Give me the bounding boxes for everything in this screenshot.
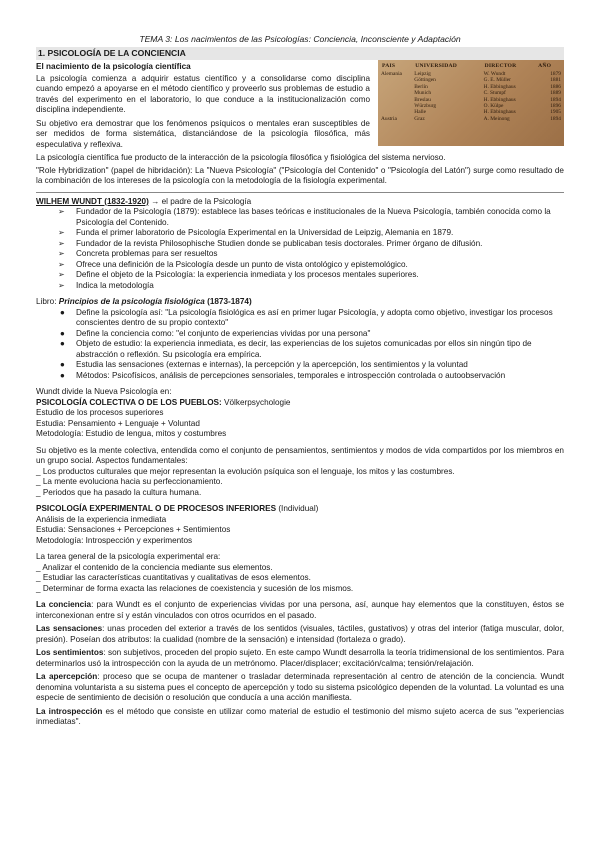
table-header: UNIVERSIDAD bbox=[415, 62, 457, 69]
colectiva-aspect: _ Los productos culturales que mejor representan la evolución psíquica son el lenguaje, los mitos y las costumbres. bbox=[36, 466, 455, 476]
list-item bbox=[36, 308, 564, 329]
libro-prefix: Libro: bbox=[36, 297, 59, 306]
list-item bbox=[36, 371, 564, 382]
intro-text bbox=[36, 74, 370, 154]
list-item-text: Indica la metodología bbox=[76, 280, 154, 290]
list-item-text: Fundador de la Psicología (1879): establece las bases teóricas e institucionales de la Nueva Psicología, también conocida como la Psicología del Contenido. bbox=[76, 207, 551, 227]
experimental-heading: PSICOLOGÍA EXPERIMENTAL O DE PROCESOS INFERIORES bbox=[36, 504, 277, 513]
table-cell: H. Ebbinghaus bbox=[483, 96, 516, 103]
tarea-item: _ Analizar el contenido de la conciencia mediante sus elementos. bbox=[36, 562, 273, 572]
tarea-item: _ Determinar de forma exacta las relaciones de coexistencia y sucesión de los mismos. bbox=[36, 583, 354, 593]
universities-table-photo bbox=[378, 60, 564, 146]
list-item bbox=[36, 239, 564, 250]
list-item bbox=[36, 360, 564, 371]
table-cell: Halle bbox=[414, 109, 426, 116]
arrow-bullet-icon: ➢ bbox=[58, 280, 65, 290]
table-cell: Würzburg bbox=[414, 102, 437, 109]
list-item-text: Estudia las sensaciones (externas e internas), la percepción y la apercepción, los sentimientos y la voluntad bbox=[76, 360, 468, 369]
table-cell: 1905 bbox=[550, 109, 561, 116]
list-item-text: Fundador de la revista Philosophische Studien donde se publicaban tesis doctorales. Primer órgano de difusión. bbox=[76, 238, 483, 248]
intro-paragraph: La psicología comienza a adquirir estatus científico y a consolidarse como disciplina cuando empezó a apoyarse en el método científico y proveerlo sus problemas de estudio a través del experimento en el laboratorio, lo que conduce a la institucionalización como disciplina independiente. bbox=[36, 73, 370, 114]
list-item-text: Define el objeto de la Psicología: la experiencia inmediata y los procesos mentales superiores. bbox=[76, 270, 419, 279]
colectiva-heading-suffix: Völkerpsychologie bbox=[221, 397, 291, 407]
libro-year: (1873-1874) bbox=[204, 297, 252, 306]
colectiva-aspect: _ La mente evoluciona hacia su perfeccionamiento. bbox=[36, 477, 223, 486]
list-item bbox=[36, 228, 564, 239]
list-item-text: Define la psicología así: "La psicología fisiológica es así en primer lugar Psicología, y adopta como objetivo, investigar los procesos conscientes dentro de su propio contexto" bbox=[76, 307, 553, 327]
wundt-list bbox=[36, 207, 564, 291]
table-cell: O. Külpe bbox=[483, 102, 504, 109]
wundt-heading: WILHEM WUNDT (1832-1920) bbox=[36, 196, 149, 206]
bullet-icon: ● bbox=[60, 328, 65, 338]
definition-sensaciones bbox=[36, 624, 564, 645]
definition-text: : son subjetivos, proceden del propio sujeto. En este campo Wundt desarrolla la teoría tridimensional de los sentimientos. Para determinarlos usó la introspección con la ayuda de un metrónomo. Placer/displacer; excitación/calma; tensión/relajación. bbox=[36, 648, 564, 668]
bullet-icon: ● bbox=[60, 360, 65, 369]
colectiva-objective: Su objetivo es la mente colectiva, entendida como el conjunto de pensamientos, sentimientos y modos de vida compartidos por los miembros en un grupo social. Aspectos fundamentales: bbox=[36, 445, 564, 465]
colectiva-line: Estudia: Pensamiento + Lenguaje + Voluntad bbox=[36, 418, 200, 428]
intro-paragraph: La psicología científica fue producto de la interacción de la psicología filosófica y fisiológica del sistema nervioso. bbox=[36, 153, 446, 162]
experimental-heading-line bbox=[36, 504, 564, 515]
arrow-bullet-icon: ➢ bbox=[58, 228, 65, 237]
bullet-icon: ● bbox=[60, 370, 65, 380]
table-header: DIRECTOR bbox=[484, 62, 517, 69]
definition-introspeccion bbox=[36, 707, 564, 728]
arrow-bullet-icon: ➢ bbox=[58, 270, 65, 279]
table-row bbox=[381, 116, 561, 122]
list-item bbox=[36, 249, 564, 260]
table-cell: Breslau bbox=[414, 96, 431, 103]
colectiva-heading-line bbox=[36, 398, 564, 409]
table-cell: W. Wundt bbox=[483, 71, 506, 78]
intro-paragraph: "Role Hybridization" (papel de hibridación): La "Nueva Psicología" ("Psicología del Contenido" o "Psicología del Latón") surge como resultado de la combinación de los intereses de la psicología con la metodología de la fisiología experimental. bbox=[36, 165, 564, 185]
arrow-bullet-icon: ➢ bbox=[58, 238, 65, 248]
definition-term: La introspección bbox=[36, 706, 103, 716]
list-item bbox=[36, 281, 564, 292]
table-cell: Göttingen bbox=[414, 77, 436, 84]
universities-table bbox=[381, 62, 561, 123]
list-item-text: Concreta problemas para ser resueltos bbox=[76, 249, 218, 258]
definition-term: La conciencia bbox=[36, 600, 92, 609]
wundt-heading-line bbox=[36, 197, 564, 208]
table-cell: A. Meinong bbox=[483, 115, 510, 122]
list-item-text: Objeto de estudio: la experiencia inmediata, es decir, las experiencias de los sujetos comunicadas por ellos sin ningún tipo de abstracción o reflexión. Su psicología era empírica. bbox=[76, 339, 532, 359]
divider bbox=[36, 192, 564, 193]
list-item bbox=[36, 339, 564, 360]
table-cell: 1889 bbox=[550, 90, 561, 97]
table-header-row bbox=[381, 62, 561, 72]
experimental-line: Metodología: Introspección y experimentos bbox=[36, 535, 193, 545]
table-cell: H. Ebbinghaus bbox=[483, 83, 516, 90]
libro-title: Principios de la psicología fisiológica bbox=[58, 297, 205, 306]
section-heading: 1. PSICOLOGÍA DE LA CONCIENCIA bbox=[36, 47, 564, 60]
definition-conciencia bbox=[36, 600, 564, 621]
table-cell: 1879 bbox=[550, 71, 561, 78]
list-item bbox=[36, 207, 564, 228]
bullet-icon: ● bbox=[60, 307, 65, 317]
definition-term: La apercepción bbox=[36, 672, 98, 681]
definition-term: Las sensaciones bbox=[36, 624, 103, 633]
table-cell: G. E. Müller bbox=[483, 77, 511, 84]
arrow-bullet-icon: ➢ bbox=[58, 259, 65, 269]
table-header: PAIS bbox=[382, 62, 396, 69]
definition-text: : para Wundt es el conjunto de experiencias vividas por una persona, así, aunque hay elementos que la constituyen, éstos se interconexionan entre sí y están vinculados con otros ocurridos en el pasado. bbox=[36, 600, 564, 620]
list-item-text: Define la conciencia como: "el conjunto de experiencias vividas por una persona" bbox=[76, 328, 371, 338]
list-item bbox=[36, 260, 564, 271]
list-item bbox=[36, 270, 564, 281]
table-cell: Alemania bbox=[381, 71, 402, 78]
colectiva-heading: PSICOLOGÍA COLECTIVA O DE LOS PUEBLOS: bbox=[36, 397, 222, 407]
table-cell: 1894 bbox=[550, 115, 561, 122]
colectiva-aspect: _ Periodos que ha pasado la cultura humana. bbox=[36, 487, 202, 497]
colectiva-line: Metodología: Estudio de lengua, mitos y costumbres bbox=[36, 429, 227, 438]
bullet-icon: ● bbox=[60, 339, 65, 348]
list-item bbox=[36, 329, 564, 340]
definition-text: : proceso que se ocupa de mantener o trasladar determinada representación al centro de atención de la conciencia. Wundt denomina voluntarista a su sistema pues el concepto de apercepción y todo su sistema psicológico dependen de la voluntad. La voluntad es una especie de sentimiento de decisión o resolución que conducía a una acción manifiesta. bbox=[36, 672, 564, 702]
colectiva-line: Estudio de los procesos superiores bbox=[36, 408, 164, 417]
divide-intro: Wundt divide la Nueva Psicología en: bbox=[36, 387, 172, 396]
definition-term: Los sentimientos bbox=[36, 648, 104, 657]
table-cell: H. Ebbinghaus bbox=[483, 109, 516, 116]
experimental-line: Estudia: Sensaciones + Percepciones + Sentimientos bbox=[36, 525, 231, 534]
table-cell: Graz bbox=[414, 115, 425, 122]
table-cell: 1896 bbox=[550, 102, 561, 109]
table-cell: Munich bbox=[414, 90, 432, 97]
table-cell: 1894 bbox=[550, 96, 561, 103]
table-cell: Austria bbox=[381, 115, 397, 122]
intro-paragraph: Su objetivo era demostrar que los fenómenos psíquicos o mentales eran susceptibles de ser medidos de forma sistemática, distanciándose de la psicología filosófica, más especulativa y reflexiva. bbox=[36, 118, 370, 149]
arrow-bullet-icon: ➢ bbox=[58, 207, 65, 216]
page-title: TEMA 3: Los nacimientos de las Psicologías: Conciencia, Inconsciente y Adaptación bbox=[139, 34, 461, 44]
definition-apercepcion bbox=[36, 672, 564, 704]
table-header: AÑO bbox=[538, 62, 552, 69]
definition-text: : unas proceden del exterior a través de los sentidos (visuales, táctiles, gustativos) y otras del interior (fatiga muscular, dolor, presión). Poseían dos atributos: la cualidad (nombre de la sensación) e intensidad (fortaleza o grado). bbox=[36, 624, 564, 644]
list-item-text: Ofrece una definición de la Psicología desde un punto de vista ontológico y epistemológico. bbox=[76, 259, 408, 269]
table-cell: 1886 bbox=[550, 83, 561, 90]
experimental-line: Análisis de la experiencia inmediata bbox=[36, 514, 167, 524]
libro-list bbox=[36, 308, 564, 382]
arrow-bullet-icon: ➢ bbox=[58, 249, 65, 258]
table-cell: Berlín bbox=[414, 83, 428, 90]
table-cell: C. Stumpf bbox=[483, 90, 506, 97]
list-item-text: Funda el primer laboratorio de Psicología Experimental en la Universidad de Leipzig, Alemania en 1879. bbox=[76, 228, 454, 237]
libro-line bbox=[36, 297, 564, 308]
tarea-intro: La tarea general de la psicología experimental era: bbox=[36, 552, 221, 561]
definition-sentimientos bbox=[36, 648, 564, 669]
list-item-text: Métodos: Psicofísicos, análisis de percepciones sensoriales, temporales e introspección controlada o autoobservación bbox=[76, 370, 506, 380]
table-cell: Leipzig bbox=[414, 71, 431, 78]
table-cell: 1881 bbox=[550, 77, 561, 84]
definition-text: es el método que consiste en utilizar como material de estudio el testimonio del mismo sujeto acerca de sus "experiencias inmediatas". bbox=[36, 706, 564, 726]
experimental-heading-suffix: (Individual) bbox=[276, 504, 319, 513]
tarea-item: _ Estudiar las características cuantitativas y cualitativas de esos elementos. bbox=[36, 573, 311, 582]
subsection-heading: El nacimiento de la psicología científica bbox=[36, 62, 191, 71]
wundt-heading-suffix: → el padre de la Psicología bbox=[151, 196, 252, 206]
